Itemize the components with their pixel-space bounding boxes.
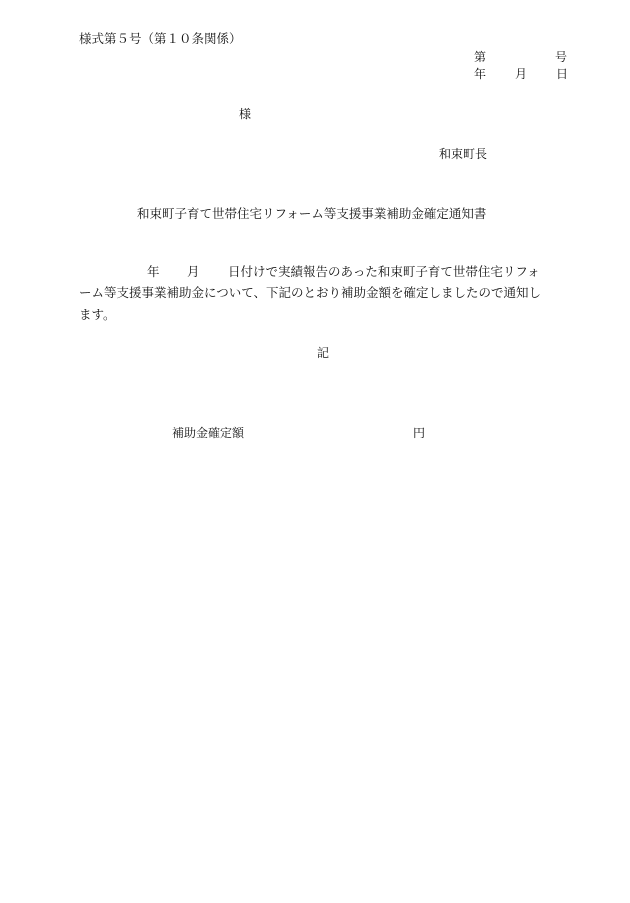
ki-heading: 記 [317, 346, 330, 360]
form-number-label: 様式第５号（第１０条関係） [79, 31, 242, 46]
addressee-sama: 様 [239, 107, 252, 121]
body-line-1-text: 日付けで実績報告のあった和束町子育て世帯住宅リフォ [228, 264, 540, 279]
amount-label: 補助金確定額 [172, 426, 245, 440]
date-year: 年 [474, 67, 487, 81]
date-month: 月 [515, 67, 528, 81]
amount-unit: 円 [413, 426, 426, 440]
body-line-3: ます。 [79, 307, 116, 322]
body-year: 年 [147, 264, 160, 279]
date-day: 日 [556, 67, 569, 81]
number-go: 号 [555, 50, 568, 64]
document-title: 和束町子育て世帯住宅リフォーム等支援事業補助金確定通知書 [137, 206, 487, 221]
body-line-2: ーム等支援事業補助金について、下記のとおり補助金額を確定しましたので通知し [79, 285, 542, 300]
body-month: 月 [187, 264, 200, 279]
issuer-name: 和束町長 [439, 147, 488, 161]
number-dai: 第 [474, 50, 487, 64]
